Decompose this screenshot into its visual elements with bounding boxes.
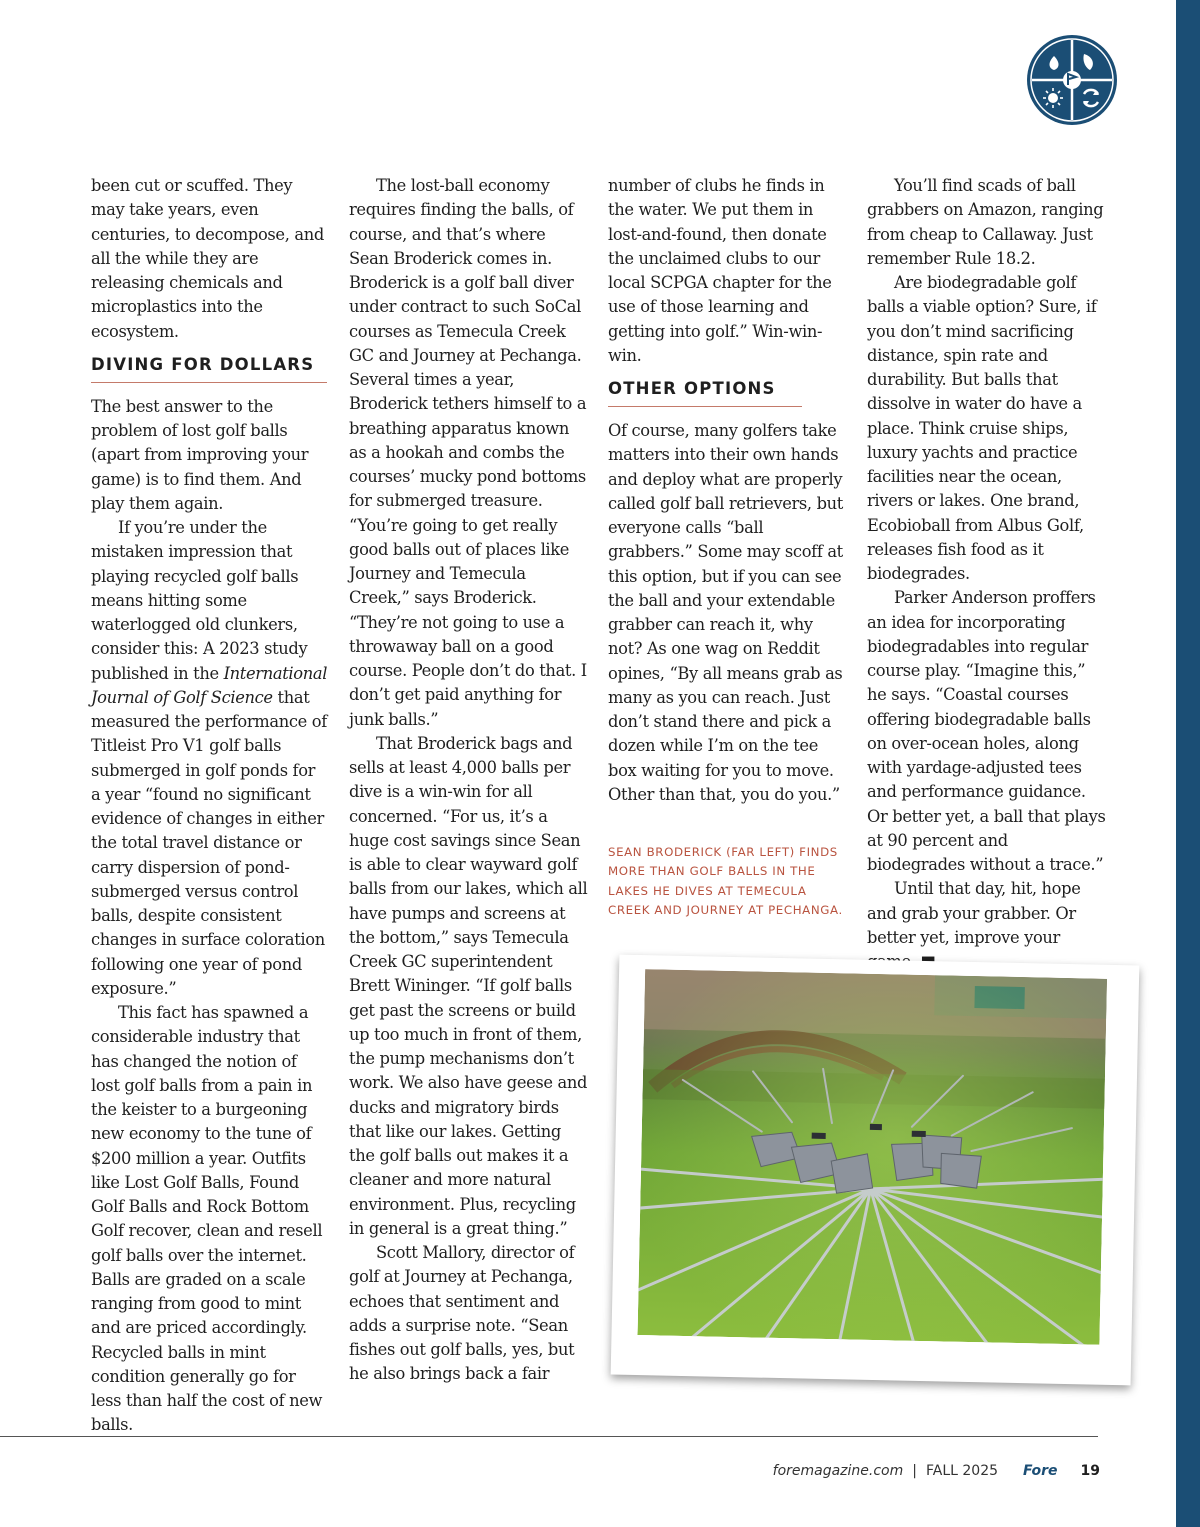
paragraph: Scott Mallory, director of golf at Journey at Pechanga, echoes that sentiment and adds a surprise note. “Sean fishes out golf balls, yes, but he also brings back a fair bbox=[349, 1243, 575, 1384]
photo-golf-clubs bbox=[611, 955, 1140, 1386]
study-text-before: If you’re under the mistaken impression that playing recycled golf balls means hitting some waterlogged old clunkers, consider this: A 2023 study published in the bbox=[91, 518, 308, 683]
paragraph: Are biodegradable golf balls a viable option? Sure, if you don’t mind sacrificing distance, spin rate and durability. But balls that dissolve in water do have a place. Think cruise ships, luxury yachts and practice facilities near the ocean, rivers or lakes. One brand, Ecobioball from Albus Golf, releases fish food as it biodegrades. bbox=[867, 273, 1097, 583]
page-footer bbox=[773, 1463, 1100, 1479]
edge-color-strip bbox=[1176, 0, 1200, 1527]
article-column-3 bbox=[608, 174, 846, 921]
paragraph: Of course, many golfers take matters into their own hands and deploy what are properly called golf ball retrievers, but everyone calls “ball grabbers.” Some may scoff at this option, but if you can see the ball and your extendable grabber can reach it, why not? As one wag on Reddit opines, “By all means grab as many as you can reach. Just don’t stand there and pick a dozen while I’m on the tee box waiting for you to move. Other than that, you do you.” bbox=[608, 421, 843, 804]
section-badge-icon bbox=[1026, 34, 1118, 126]
journal-title: International Journal of Golf Science bbox=[91, 663, 328, 707]
article-column-2 bbox=[349, 174, 589, 1387]
article-column-1 bbox=[91, 174, 329, 1438]
paragraph: The lost-ball economy requires finding the balls, of course, and that’s where Sean Broderick comes in. Broderick is a golf ball diver under contract to such SoCal courses as Temecula Creek GC and Journey at Pechanga. Several times a year, Broderick tethers himself to a breathing apparatus known as a hookah and combs the courses’ mucky pond bottoms for submerged treasure. “You’re going to get really good balls out of places like Journey and Temecula Creek,” says Broderick. “They’re not going to use a throwaway ball on a good course. People don’t do that. I don’t get paid anything for junk balls.” bbox=[349, 176, 587, 729]
footer-issue: FALL 2025 bbox=[925, 1463, 999, 1479]
paragraph: been cut or scuffed. They may take years, even centuries, to decompose, and all the while they are releasing chemicals and microplastics into the ecosystem. bbox=[91, 176, 324, 341]
footer-separator: | bbox=[912, 1463, 917, 1479]
subheading-diving-for-dollars: DIVING FOR DOLLARS bbox=[91, 354, 327, 383]
footer-brand-logo: Fore bbox=[1023, 1463, 1058, 1479]
paragraph-study bbox=[91, 516, 329, 1001]
paragraph: number of clubs he finds in the water. We put them in lost-and-found, then donate the unclaimed clubs to our local SCPGA chapter for the use of those learning and getting into golf.” Win-win-win. bbox=[608, 176, 832, 365]
paragraph: The best answer to the problem of lost golf balls (apart from improving your game) is to find them. And play them again. bbox=[91, 396, 309, 513]
paragraph: You’ll find scads of ball grabbers on Amazon, ranging from cheap to Callaway. Just remember Rule 18.2. bbox=[867, 176, 1104, 268]
photo-caption: SEAN BRODERICK (FAR LEFT) FINDS MORE THAN GOLF BALLS IN THE LAKES HE DIVES AT TEMECULA CREEK AND JOURNEY AT PECHANGA. bbox=[608, 845, 843, 918]
study-text-after: that measured the performance of Titleist Pro V1 golf balls submerged in golf ponds for a year “found no significant evidence of changes in either the total travel distance or carry dispersion of pond-submerged versus control balls, despite consistent changes in surface coloration following one year of pond exposure.” bbox=[91, 687, 327, 998]
subheading-other-options: OTHER OPTIONS bbox=[608, 378, 802, 407]
page-number: 19 bbox=[1080, 1463, 1100, 1479]
paragraph: That Broderick bags and sells at least 4,000 balls per dive is a win-win for all concerned. “For us, it’s a huge cost savings since Sean is able to clear wayward golf balls from our lakes, which all have pumps and screens at the bottom,” says Temecula Creek GC superintendent Brett Wininger. “If golf balls get past the screens or build up too much in front of them, the pump mechanisms don’t work. We also have geese and ducks and migratory birds that like our lakes. Getting the golf balls out makes it a cleaner and more natural environment. Plus, recycling in general is a great thing.” bbox=[349, 733, 588, 1238]
paragraph: This fact has spawned a considerable industry that has changed the notion of lost golf balls from a pain in the keister to a burgeoning new economy to the tune of $200 million a year. Outfits like Lost Golf Balls, Found Golf Balls and Rock Bottom Golf recover, clean and resell golf balls over the internet. Balls are graded on a scale ranging from good to mint and are priced accordingly. Recycled balls in mint condition generally go for less than half the cost of new balls. bbox=[91, 1003, 323, 1435]
footer-website: foremagazine.com bbox=[772, 1463, 904, 1479]
article-column-4 bbox=[867, 174, 1107, 974]
paragraph: Until that day, hit, hope and grab your grabber. Or better yet, improve your bbox=[867, 879, 1081, 947]
photo-image bbox=[637, 969, 1107, 1345]
paragraph: Parker Anderson proffers an idea for incorporating biodegradables into regular course play. “Imagine this,” he says. “Coastal courses offering biodegradable balls on over-ocean holes, along with yardage-adjusted tees and performance guidance. Or better yet, a ball that plays at 90 percent and biodegrades without a trace.” bbox=[867, 588, 1106, 874]
footer-rule bbox=[0, 1436, 1098, 1437]
